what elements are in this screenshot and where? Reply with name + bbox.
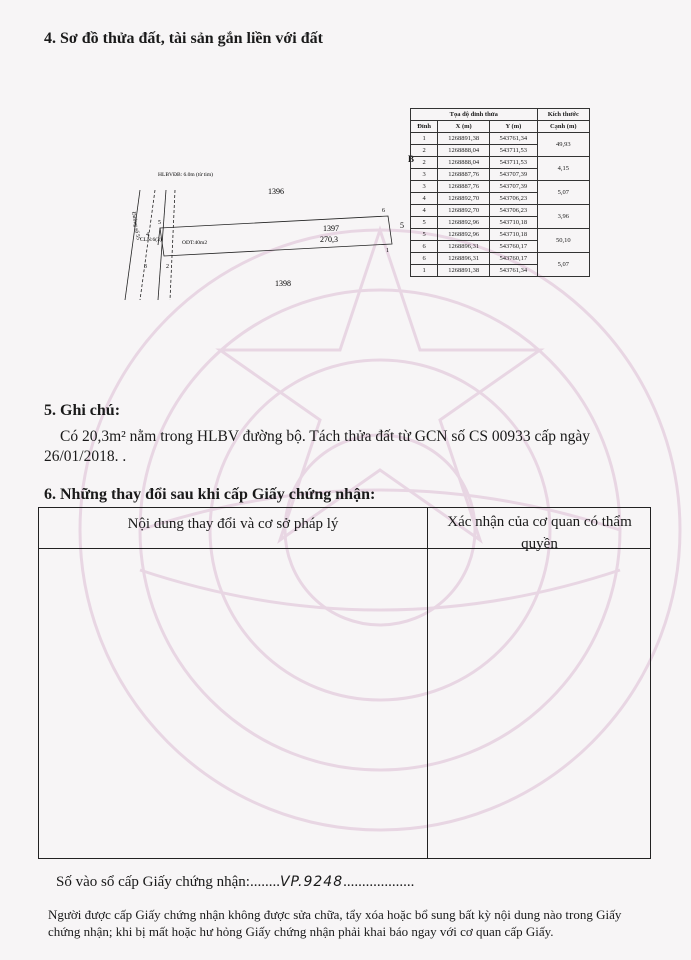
table-row — [411, 157, 590, 169]
cell-vertex: 3 — [411, 181, 438, 193]
changes-table — [38, 507, 651, 859]
cell-x: 1268892,96 — [438, 217, 490, 229]
table-row — [411, 205, 590, 217]
registry-dots-before: ........ — [249, 874, 280, 890]
registry-line — [56, 874, 414, 891]
cell-vertex: 4 — [411, 205, 438, 217]
diagram-side-label: 5 — [400, 221, 404, 230]
cell-x: 1268891,38 — [438, 133, 490, 145]
cell-vertex: 6 — [411, 253, 438, 265]
coord-col-y: Y (m) — [490, 121, 537, 133]
changes-col-right: Xác nhận của cơ quan có thẩm quyền — [447, 514, 632, 552]
table-row — [411, 229, 590, 241]
diagram-b-marker: B — [408, 154, 415, 164]
diagram-vertex-4: 4 — [146, 232, 149, 238]
cell-edge: 4,15 — [537, 157, 589, 181]
diagram-vertex-5: 5 — [158, 220, 161, 226]
cell-edge: 5,07 — [537, 253, 589, 277]
cell-x: 1268892,96 — [438, 229, 490, 241]
cell-vertex: 2 — [411, 145, 438, 157]
cell-y: 543711,53 — [490, 157, 537, 169]
cell-x: 1268887,76 — [438, 181, 490, 193]
section-4-title: 4. Sơ đồ thửa đất, tài sản gắn liền với đất — [44, 30, 323, 47]
diagram-odt-label: ODT:40m2 — [182, 240, 208, 246]
coordinate-table — [410, 108, 590, 277]
registry-dots-after: ................... — [343, 874, 415, 890]
table-row — [411, 181, 590, 193]
changes-col-left: Nội dung thay đổi và cơ sở pháp lý — [127, 516, 339, 532]
cell-vertex: 5 — [411, 229, 438, 241]
cell-x: 1268892,70 — [438, 193, 490, 205]
cell-y: 543761,34 — [490, 265, 537, 277]
parcel-diagram — [110, 160, 420, 320]
cell-x: 1268888,04 — [438, 145, 490, 157]
footer-notice: Người được cấp Giấy chứng nhận không được sửa chữa, tẩy xóa hoặc bổ sung bất kỳ nội dung nào trong Giấy chứng nhận; khi bị mất hoặc hư hỏng Giấy chứng nhận phải khai báo ngay với cơ quan cấp Giấy. — [48, 907, 622, 939]
cell-y: 543761,34 — [490, 133, 537, 145]
registry-label: Số vào sổ cấp Giấy chứng nhận: — [56, 874, 250, 890]
diagram-parcel-main: 1397 — [323, 224, 339, 233]
cell-x: 1268892,70 — [438, 205, 490, 217]
coord-col-vertex: Đỉnh — [411, 121, 438, 133]
cell-edge: 3,96 — [537, 205, 589, 229]
diagram-vertex-1: 1 — [386, 248, 389, 254]
diagram-vertex-6: 6 — [382, 208, 385, 214]
cell-y: 543706,23 — [490, 205, 537, 217]
diagram-vertex-3: 3 — [144, 264, 147, 270]
diagram-road-label: Đường số 55 — [130, 211, 141, 241]
diagram-parcel-area: 270,3 — [320, 235, 338, 244]
cell-y: 543760,17 — [490, 241, 537, 253]
cell-x: 1268887,76 — [438, 169, 490, 181]
cell-vertex: 5 — [411, 217, 438, 229]
cell-y: 543707,39 — [490, 169, 537, 181]
cell-x: 1268891,38 — [438, 265, 490, 277]
cell-x: 1268888,04 — [438, 157, 490, 169]
coord-col-x: X (m) — [438, 121, 490, 133]
cell-y: 543711,53 — [490, 145, 537, 157]
table-row — [411, 253, 590, 265]
cell-y: 543706,23 — [490, 193, 537, 205]
cell-vertex: 6 — [411, 241, 438, 253]
diagram-parcel-bottom: 1398 — [275, 279, 291, 288]
cell-vertex: 1 — [411, 133, 438, 145]
section-6-title: 6. Những thay đổi sau khi cấp Giấy chứng nhận: — [44, 486, 376, 503]
cell-y: 543710,18 — [490, 229, 537, 241]
cell-x: 1268896,31 — [438, 241, 490, 253]
coord-col-edge: Cạnh (m) — [537, 121, 589, 133]
cell-vertex: 4 — [411, 193, 438, 205]
cell-y: 543710,18 — [490, 217, 537, 229]
section-5-title: 5. Ghi chú: — [44, 402, 121, 419]
table-row — [411, 133, 590, 145]
cell-x: 1268896,31 — [438, 253, 490, 265]
cell-y: 543707,39 — [490, 181, 537, 193]
note-line-2: 26/01/2018. . — [44, 448, 127, 465]
cell-edge: 49,93 — [537, 133, 589, 157]
cell-edge: 5,07 — [537, 181, 589, 205]
cell-y: 543760,17 — [490, 253, 537, 265]
note-line-1: Có 20,3m² nằm trong HLBV đường bộ. Tách thửa đất từ GCN số CS 00933 cấp ngày — [60, 428, 590, 445]
column-divider — [427, 508, 428, 858]
coord-header-size: Kích thước — [537, 109, 589, 121]
diagram-vertex-2: 2 — [166, 264, 169, 270]
cell-vertex: 3 — [411, 169, 438, 181]
diagram-hlbv-label: HLBVĐB: 6.0m (từ tim) — [158, 172, 213, 178]
cell-vertex: 1 — [411, 265, 438, 277]
diagram-parcel-top: 1396 — [268, 187, 284, 196]
cell-edge: 50,10 — [537, 229, 589, 253]
diagram-cln-label: CLN:6(3) — [140, 237, 162, 243]
registry-number: VP.9248 — [279, 874, 344, 890]
cell-vertex: 2 — [411, 157, 438, 169]
coord-header-group: Tọa độ đỉnh thửa — [411, 109, 538, 121]
